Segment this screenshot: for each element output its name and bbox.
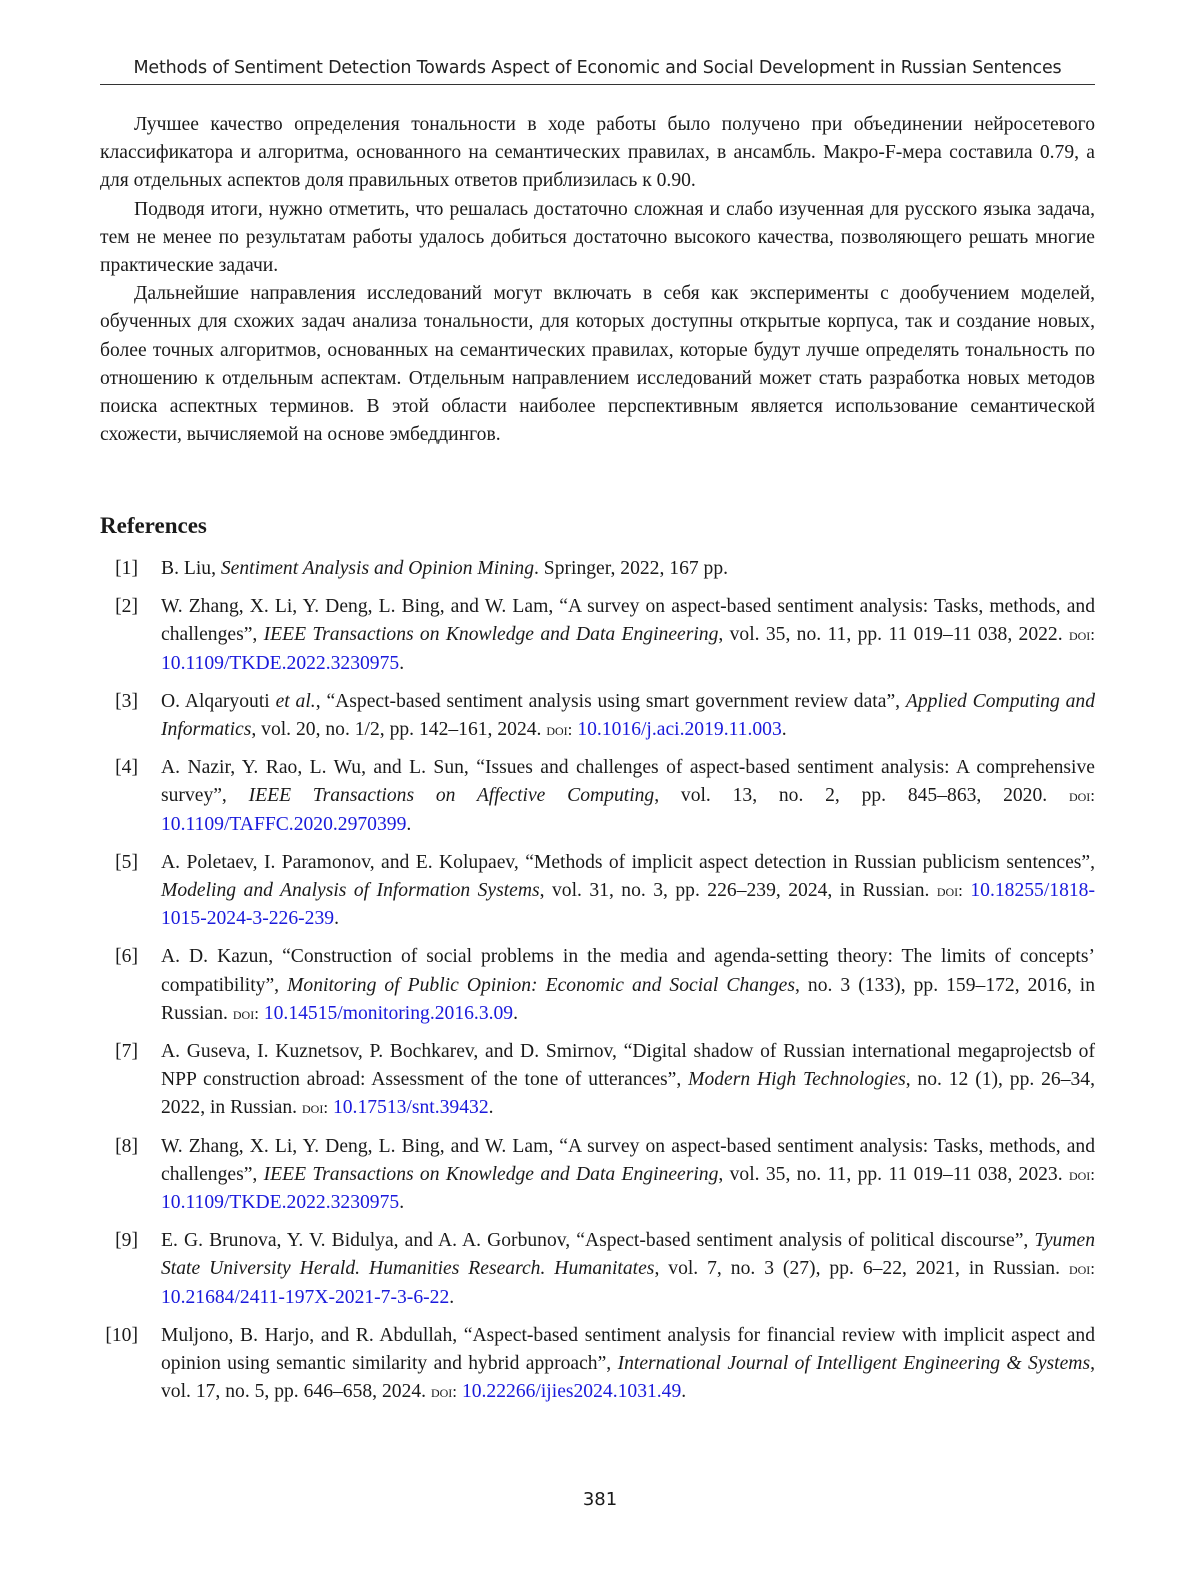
reference-segment: . Springer, 2022, 167 pp.: [534, 558, 729, 579]
reference-number: [7]: [115, 1041, 138, 1063]
reference-venue: IEEE Transactions on Knowledge and Data Engineering: [263, 1163, 719, 1185]
reference-item: [100, 943, 1095, 1028]
reference-venue: Modeling and Analysis of Information Systems: [161, 880, 540, 902]
reference-item: [100, 1133, 1095, 1218]
body-text: [100, 111, 1095, 449]
doi-label: doi:: [430, 1382, 458, 1402]
reference-segment: , no. 12 (1), pp. 26–34, 2022, in Russian.: [161, 1069, 1095, 1119]
reference-item: [100, 593, 1095, 678]
reference-number: [1]: [115, 558, 138, 579]
reference-venue: Applied Computing and Informatics: [161, 690, 1096, 741]
reference-text: W. Zhang, X. Li, Y. Deng, L. Bing, and W. Lam, “A survey on aspect-based sentiment analysis: Tasks, methods, and challenges”, IEEE Transactions on Knowledge and Data Engineering, vol. 35, no. 11, pp. 11 019–11 038, 2022. doi: 10.1109/TKDE.2022.3230975.: [161, 596, 1096, 674]
reference-segment: , vol. 31, no. 3, pp. 226–239, 2024, in Russian.: [539, 880, 937, 902]
reference-item: [100, 1038, 1095, 1123]
reference-segment: E. G. Brunova, Y. V. Bidulya, and A. A. Gorbunov, “Aspect-based sentiment analysis of political discourse”,: [161, 1230, 1035, 1252]
reference-segment: W. Zhang, X. Li, Y. Deng, L. Bing, and W. Lam, “A survey on aspect-based sentiment analysis: Tasks, methods, and challenges”,: [161, 1135, 1095, 1185]
doi-link[interactable]: 10.21684/2411-197X-2021-7-3-6-22: [161, 1286, 450, 1308]
references-heading: References: [100, 513, 207, 538]
doi-link[interactable]: 10.1109/TKDE.2022.3230975: [161, 652, 400, 674]
page-number: 381: [582, 1489, 618, 1510]
reference-venue: Tyumen State University Herald. Humanities Research. Humanitates: [161, 1230, 1095, 1280]
reference-item: [100, 754, 1095, 839]
doi-label: doi:: [1068, 1259, 1095, 1279]
reference-segment: , vol. 20, no. 1/2, pp. 142–161, 2024.: [251, 719, 547, 741]
reference-text: A. Guseva, I. Kuznetsov, P. Bochkarev, and D. Smirnov, “Digital shadow of Russian international megaprojectsb of NPP construction abroad: Assessment of the tone of utterances”, Modern High Technologies, no. 12 (1), pp. 26–34, 2022, in Russian. doi: 10.17513/snt.39432.: [161, 1041, 1095, 1119]
reference-text: A. Nazir, Y. Rao, L. Wu, and L. Sun, “Issues and challenges of aspect-based sentiment analysis: A comprehensive survey”, IEEE Transactions on Affective Computing, vol. 13, no. 2, pp. 845–863, 2020. doi: 10.1109/TAFFC.2020.2970399.: [161, 757, 1095, 835]
paragraph: Лучшее качество определения тональности в ходе работы было получено при объединении нейросетевого классификатора и алгоритма, основанного на семантических правилах, в ансамбль. Макро-F-мера составила 0.79, а для отдельных аспектов доля правильных ответов приблизилась к 0.90.: [100, 114, 1095, 192]
reference-number: [6]: [115, 946, 138, 968]
reference-venue: et al.: [275, 690, 316, 712]
reference-venue: Modern High Technologies: [688, 1069, 906, 1091]
reference-segment: A. D. Kazun, “Construction of social problems in the media and agenda-setting theory: The limits of concepts’ compatibility”,: [161, 946, 1095, 996]
doi-link[interactable]: 10.14515/monitoring.2016.3.09: [263, 1002, 514, 1024]
reference-number: [8]: [115, 1135, 138, 1157]
reference-segment: , vol. 17, no. 5, pp. 646–658, 2024.: [161, 1353, 1095, 1403]
reference-segment: , vol. 13, no. 2, pp. 845–863, 2020.: [654, 785, 1069, 807]
paragraph: Подводя итоги, нужно отметить, что решалась достаточно сложная и слабо изученная для русского языка задача, тем не менее по результатам работы удалось добиться достаточно высокого качества, позволяющего решать многие практические задачи.: [100, 198, 1095, 277]
doi-label: doi:: [936, 881, 963, 901]
reference-item: [100, 688, 1095, 744]
reference-venue: Monitoring of Public Opinion: Economic and Social Changes: [287, 974, 795, 996]
reference-segment: , “Aspect-based sentiment analysis using smart government review data”,: [315, 690, 906, 712]
running-header: Methods of Sentiment Detection Towards Aspect of Economic and Social Development in Russian Sentences: [133, 58, 1062, 78]
reference-segment: , no. 3 (133), pp. 159–172, 2016, in Russian.: [161, 974, 1095, 1024]
reference-number: [9]: [115, 1230, 138, 1252]
doi-link[interactable]: 10.17513/snt.39432: [332, 1097, 489, 1119]
reference-text: Muljono, B. Harjo, and R. Abdullah, “Aspect-based sentiment analysis for financial review with implicit aspect and opinion using semantic similarity and hybrid approach”, International Journal of Intelligent Engineering & Systems, vol. 17, no. 5, pp. 646–658, 2024. doi: 10.22266/ijies2024.1031.49.: [161, 1324, 1095, 1403]
reference-text: A. Poletaev, I. Paramonov, and E. Kolupaev, “Methods of implicit aspect detection in Russian publicism sentences”, Modeling and Analysis of Information Systems, vol. 31, no. 3, pp. 226–239, 2024, in Russian. doi: 10.18255/1818-1015-2024-3-226-239.: [161, 851, 1095, 930]
reference-segment: O. Alqaryouti: [161, 690, 276, 712]
reference-venue: International Journal of Intelligent Engineering & Systems: [617, 1353, 1091, 1375]
reference-segment: A. Nazir, Y. Rao, L. Wu, and L. Sun, “Issues and challenges of aspect-based sentiment analysis: A comprehensive survey”,: [161, 757, 1095, 807]
reference-segment: B. Liu,: [161, 558, 221, 579]
doi-link[interactable]: 10.22266/ijies2024.1031.49: [461, 1381, 682, 1403]
reference-venue: Sentiment Analysis and Opinion Mining: [220, 558, 534, 579]
reference-segment: , vol. 35, no. 11, pp. 11 019–11 038, 2023.: [718, 1163, 1069, 1185]
reference-segment: , vol. 35, no. 11, pp. 11 019–11 038, 2022.: [718, 624, 1069, 646]
doi-link[interactable]: 10.18255/1818-1015-2024-3-226-239: [161, 880, 1095, 930]
reference-number: [10]: [105, 1324, 138, 1346]
references-list: [100, 555, 1095, 1416]
paragraph: Дальнейшие направления исследований могут включать в себя как эксперименты с дообучением моделей, обученных для схожих задач анализа тональности, для которых доступны открытые корпуса, так и создание новых, более точных алгоритмов, основанных на семантических правилах, которые будут лучше определять тональность по отношению к отдельным аспектам. Отдельным направлением исследований может стать разработка новых методов поиска аспектных терминов. В этой области наиболее перспективным является использование семантической схожести, вычисляемой на основе эмбеддингов.: [100, 283, 1095, 446]
reference-number: [2]: [115, 596, 138, 618]
reference-text: O. Alqaryouti et al., “Aspect-based sentiment analysis using smart government review data”, Applied Computing and Informatics, vol. 20, no. 1/2, pp. 142–161, 2024. doi: 10.1016/j.aci.2019.11.003.: [161, 690, 1096, 741]
doi-link[interactable]: 10.1109/TKDE.2022.3230975: [161, 1192, 400, 1214]
doi-label: doi:: [1068, 1164, 1096, 1184]
reference-venue: IEEE Transactions on Affective Computing: [248, 785, 655, 807]
reference-segment: W. Zhang, X. Li, Y. Deng, L. Bing, and W. Lam, “A survey on aspect-based sentiment analysis: Tasks, methods, and challenges”,: [161, 596, 1095, 646]
reference-segment: , vol. 7, no. 3 (27), pp. 6–22, 2021, in Russian.: [654, 1258, 1069, 1280]
reference-segment: Muljono, B. Harjo, and R. Abdullah, “Aspect-based sentiment analysis for financial review with implicit aspect and opinion using semantic similarity and hybrid approach”,: [161, 1324, 1095, 1375]
reference-number: [5]: [115, 851, 138, 873]
doi-link[interactable]: 10.1016/j.aci.2019.11.003: [577, 719, 782, 741]
reference-number: [4]: [115, 757, 138, 779]
doi-link[interactable]: 10.1109/TAFFC.2020.2970399: [161, 813, 407, 835]
doi-label: doi:: [301, 1098, 329, 1118]
doi-label: doi:: [546, 720, 573, 740]
reference-item: [100, 1227, 1095, 1312]
doi-label: doi:: [1068, 786, 1095, 806]
reference-item: [100, 555, 1095, 583]
reference-text: E. G. Brunova, Y. V. Bidulya, and A. A. Gorbunov, “Aspect-based sentiment analysis of political discourse”, Tyumen State University Herald. Humanities Research. Humanitates, vol. 7, no. 3 (27), pp. 6–22, 2021, in Russian. doi: 10.21684/2411-197X-2021-7-3-6-22.: [161, 1230, 1095, 1308]
reference-item: [100, 1322, 1095, 1407]
reference-venue: IEEE Transactions on Knowledge and Data Engineering: [263, 624, 719, 646]
doi-label: doi:: [1068, 625, 1096, 645]
reference-text: W. Zhang, X. Li, Y. Deng, L. Bing, and W. Lam, “A survey on aspect-based sentiment analysis: Tasks, methods, and challenges”, IEEE Transactions on Knowledge and Data Engineering, vol. 35, no. 11, pp. 11 019–11 038, 2023. doi: 10.1109/TKDE.2022.3230975.: [161, 1135, 1096, 1214]
reference-number: [3]: [115, 690, 138, 712]
reference-segment: A. Guseva, I. Kuznetsov, P. Bochkarev, and D. Smirnov, “Digital shadow of Russian international megaprojectsb of NPP construction abroad: Assessment of the tone of utterances”,: [161, 1041, 1095, 1091]
reference-segment: A. Poletaev, I. Paramonov, and E. Kolupaev, “Methods of implicit aspect detection in Russian publicism sentences”,: [161, 851, 1095, 873]
reference-text: A. D. Kazun, “Construction of social problems in the media and agenda-setting theory: The limits of concepts’ compatibility”, Monitoring of Public Opinion: Economic and Social Changes, no. 3 (133), pp. 159–172, 2016, in Russian. doi: 10.14515/monitoring.2016.3.09.: [161, 946, 1095, 1024]
reference-item: [100, 849, 1095, 934]
header-rule: [100, 84, 1095, 85]
reference-text: [161, 555, 1095, 583]
doi-label: doi:: [232, 1003, 259, 1023]
